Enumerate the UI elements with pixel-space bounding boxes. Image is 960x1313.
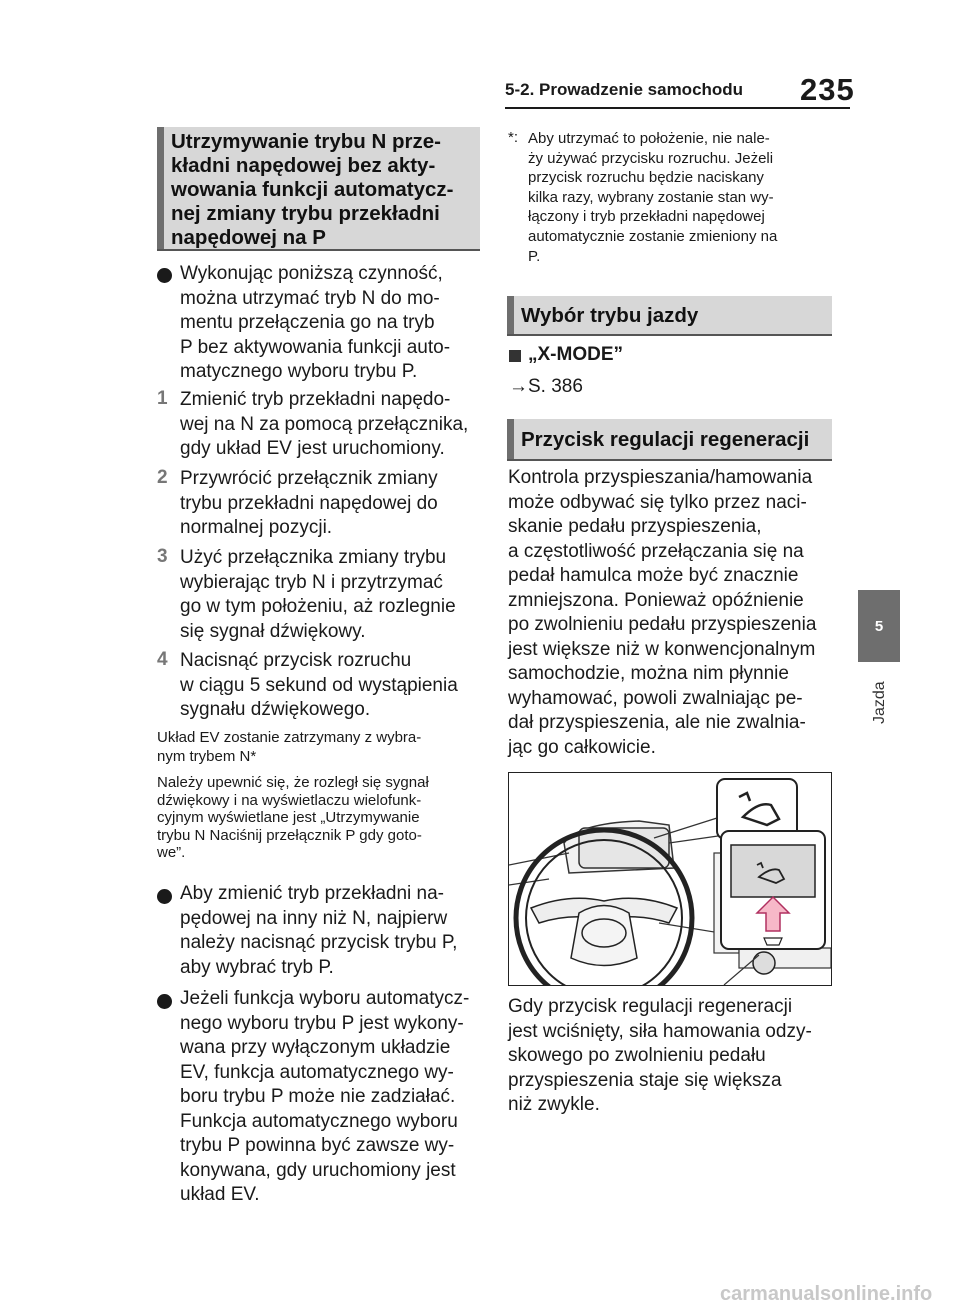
text-line: przycisk rozruchu będzie naciskany (528, 169, 764, 187)
bullet-paragraph-3 (180, 987, 485, 1208)
text-line: gdy układ EV jest uruchomiony. (180, 438, 445, 459)
section-title: 5-2. Prowadzenie samochodu (505, 80, 744, 99)
watermark: carmanualsonline.info (720, 1283, 933, 1305)
text-line: dźwiękowy i na wyświetlaczu wielofunk- (157, 791, 422, 809)
text-line: łączony i tryb przekładni napędowej (528, 208, 765, 226)
bullet-paragraph-1 (180, 262, 480, 385)
text-line: Kontrola przyspieszania/hamowania (508, 467, 813, 488)
step-number: 1 (157, 388, 168, 409)
text-line: zmniejszona. Ponieważ opóźnienie (508, 589, 804, 611)
text-line: po zwolnieniu pedału przyspieszenia (508, 614, 817, 635)
chapter-tab (858, 590, 900, 662)
text-line: wej na N za pomocą przełącznika, (180, 413, 469, 435)
text-line: należy nacisnąć przycisk trybu P, (180, 932, 458, 953)
dashboard-drawing (509, 773, 831, 985)
text-line: nego wyboru trybu P jest wykony- (180, 1012, 464, 1034)
text-line: pedał hamulca może być znacznie (508, 565, 799, 586)
note-ev-stopped (157, 729, 482, 766)
text-line: jest wciśnięty, siła hamowania odzy- (508, 1020, 812, 1042)
heading-line: nej zmiany trybu przekładni (171, 202, 440, 225)
square-bullet-icon (509, 350, 521, 362)
text-line: Gdy przycisk regulacji regeneracji (508, 996, 793, 1017)
text-line: konywana, gdy uruchomiony jest (180, 1159, 456, 1181)
x-mode-label: „X-MODE” (528, 344, 623, 365)
header-rule (505, 107, 850, 109)
text-line: się sygnał dźwiękowy. (180, 620, 366, 642)
heading-text: Przycisk regulacji regeneracji (521, 428, 810, 451)
text-line: Nacisnąć przycisk rozruchu (180, 650, 412, 671)
bullet-icon (157, 889, 172, 904)
heading-keep-n-mode (157, 127, 480, 251)
text-line: może odbywać się tylko przez naci- (508, 491, 807, 513)
text-line: mentu przełączenia go na tryb (180, 312, 435, 333)
text-line: skanie pedału przyspieszenia, (508, 516, 762, 537)
text-line: wyhamować, powoli zwalniając pe- (508, 687, 803, 709)
text-line: P bez aktywowania funkcji auto- (180, 336, 451, 358)
heading-drive-mode (507, 296, 832, 336)
text-line: pędowej na inny niż N, najpierw (180, 907, 448, 929)
text-line: wybierając tryb N i przytrzymać (180, 571, 443, 593)
step-number: 2 (157, 467, 168, 488)
step-1 (180, 388, 485, 462)
text-line: we”. (157, 844, 186, 861)
page-number: 235 (800, 72, 855, 107)
text-line: a częstotliwość przełączania się na (508, 540, 804, 562)
step-number: 4 (157, 649, 168, 670)
text-line: cyjnym wyświetlane jest „Utrzymywanie (157, 809, 420, 826)
text-line: nym trybem N* (157, 747, 257, 765)
step-number: 3 (157, 546, 168, 567)
bullet-icon (157, 994, 172, 1009)
heading-line: wowania funkcji automatycz- (171, 178, 454, 201)
heading-line: Utrzymywanie trybu N prze- (171, 130, 441, 153)
footnote (528, 129, 833, 266)
text-line: trybu P powinna być zawsze wy- (180, 1135, 455, 1156)
step-3 (180, 546, 480, 644)
dashboard-illustration (508, 772, 832, 986)
heading-line: kładni napędowej bez akty- (171, 154, 436, 177)
regeneration-description (508, 466, 838, 760)
text-line: kilka razy, wybrany zostanie stan wy- (528, 188, 774, 206)
chapter-label: Jazda (871, 681, 888, 725)
text-line: skowego po zwolnieniu pedału (508, 1045, 766, 1066)
heading-line: napędowej na P (171, 226, 326, 249)
text-line: Wykonując poniższą czynność, (180, 263, 443, 284)
text-line: sygnału dźwiękowego. (180, 699, 371, 720)
step-4 (180, 649, 480, 723)
text-line: matycznego wyboru trybu P. (180, 361, 418, 382)
text-line: Użyć przełącznika zmiany trybu (180, 547, 447, 568)
text-line: Aby utrzymać to położenie, nie nale- (528, 130, 770, 147)
bullet-icon (157, 268, 172, 283)
text-line: trybu N Naciśnij przełącznik P gdy goto- (157, 826, 422, 844)
heading-text: Wybór trybu jazdy (521, 304, 699, 327)
text-line: P. (528, 247, 541, 265)
chapter-number: 5 (874, 617, 884, 635)
text-line: jest większe niż w konwencjonalnym (508, 638, 816, 660)
text-line: samochodzie, można nim płynnie (508, 663, 789, 684)
text-line: EV, funkcja automatycznego wy- (180, 1061, 454, 1083)
text-line: Aby zmienić tryb przekładni na- (180, 883, 444, 904)
text-line: można utrzymać tryb N do mo- (180, 287, 440, 309)
note-confirm-signal (157, 774, 482, 862)
text-line: przyspieszenia staje się większa (508, 1069, 782, 1091)
text-line: ży używać przycisku rozruchu. Jeżeli (528, 149, 774, 167)
text-line: boru trybu P może nie zadziałać. (180, 1086, 456, 1107)
text-line: jąc go całkowicie. (508, 736, 656, 758)
text-line: Układ EV zostanie zatrzymany z wybra- (157, 729, 422, 746)
text-line: Należy upewnić się, że rozległ się sygnał (157, 774, 429, 791)
text-line: go w tym położeniu, aż rozlegnie (180, 596, 456, 617)
bullet-paragraph-2 (180, 882, 480, 980)
text-line: automatycznie zostanie zmieniony na (528, 227, 778, 245)
text-line: Jeżeli funkcja wyboru automatycz- (180, 988, 470, 1009)
footnote-mark: *: (508, 129, 519, 146)
text-line: trybu przekładni napędowej do (180, 492, 438, 514)
text-line: w ciągu 5 sekund od wystąpienia (180, 674, 458, 696)
text-line: niż zwykle. (508, 1094, 600, 1115)
text-line: Zmienić tryb przekładni napędo- (180, 389, 451, 410)
text-line: układ EV. (180, 1184, 260, 1205)
text-line: wana przy wyłączonym układzie (180, 1037, 451, 1058)
regeneration-effect (508, 995, 838, 1118)
text-line: aby wybrać tryb P. (180, 956, 334, 978)
text-line: Przywrócić przełącznik zmiany (180, 468, 438, 489)
heading-regeneration-button (507, 419, 832, 461)
step-2 (180, 467, 480, 541)
text-line: Funkcja automatycznego wyboru (180, 1110, 458, 1132)
text-line: normalnej pozycji. (180, 517, 333, 538)
text-line: dał przyspieszenia, ale nie zwalnia- (508, 712, 806, 733)
x-mode-page-ref[interactable]: →S. 386 (509, 376, 583, 397)
